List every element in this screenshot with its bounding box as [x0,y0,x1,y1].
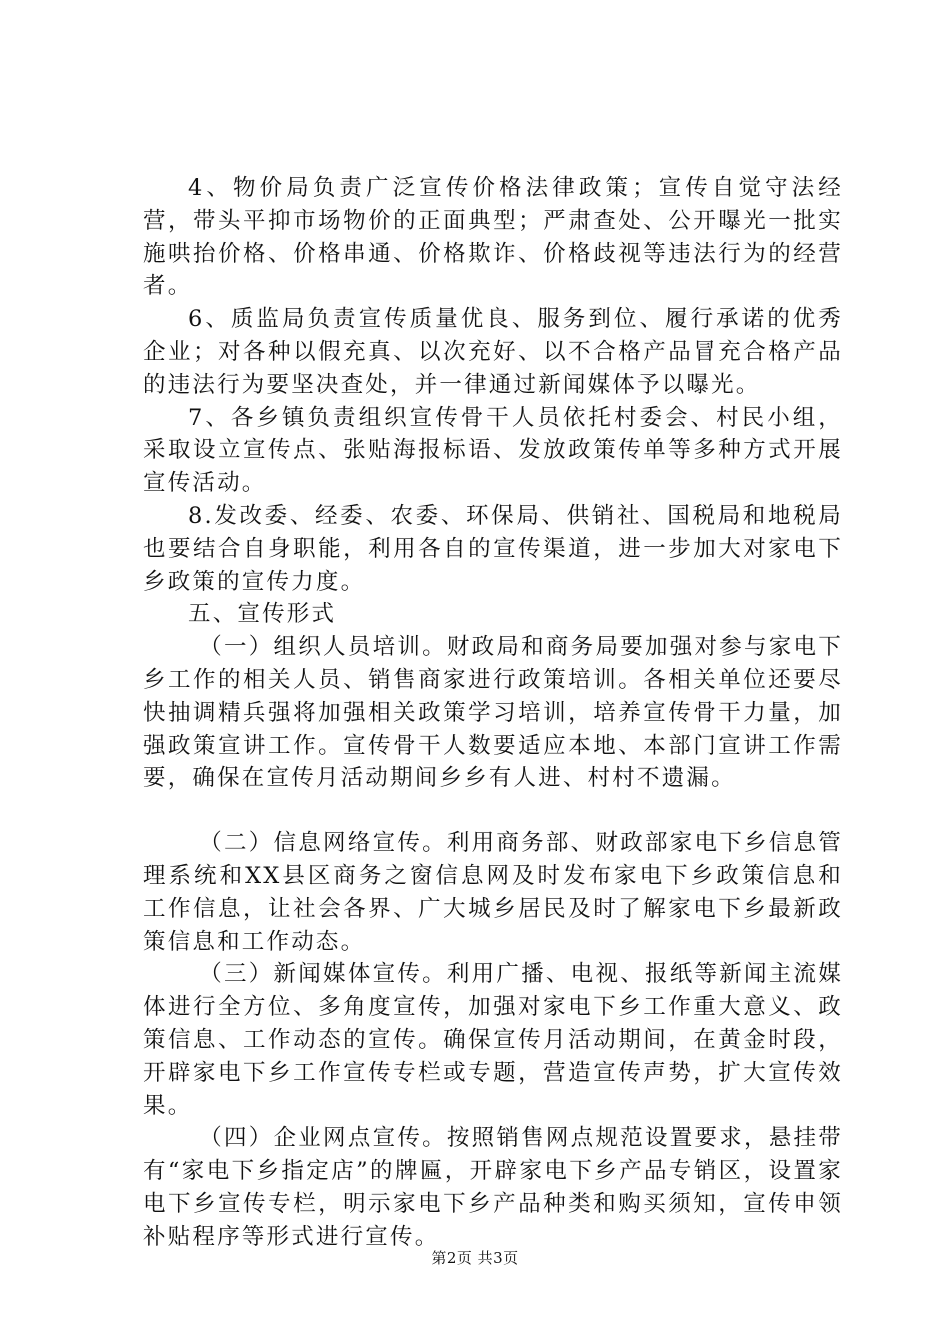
paragraph-quality-bureau: 6、质监局负责宣传质量优良、服务到位、履行承诺的优秀企业；对各种以假充真、以次充好、以不合格产品冒充合格产品的违法行为要坚决查处，并一律通过新闻媒体予以曝光。 [143,306,843,398]
section-heading-publicity-forms: 五、宣传形式 [188,601,337,628]
paragraph-media-publicity: （三）新闻媒体宣传。利用广播、电视、报纸等新闻主流媒体进行全方位、多角度宣传，加强对家电下乡工作重大意义、政策信息、工作动态的宣传。确保宣传月活动期间，在黄金时段，开辟家电下乡工作宣传专栏或专题，营造宣传声势，扩大宣传效果。 [143,961,843,1119]
paragraph-personnel-training: （一）组织人员培训。财政局和商务局要加强对参与家电下乡工作的相关人员、销售商家进行政策培训。各相关单位还要尽快抽调精兵强将加强相关政策学习培训，培养宣传骨干力量，加强政策宣讲工作。宣传骨干人数要适应本地、本部门宣讲工作需要，确保在宣传月活动期间乡乡有人进、村村不遗漏。 [143,634,843,792]
paragraph-townships: 7、各乡镇负责组织宣传骨干人员依托村委会、村民小组，采取设立宣传点、张贴海报标语、发放政策传单等多种方式开展宣传活动。 [143,404,843,497]
page-number-footer: 第2页 共3页 [431,1249,519,1267]
paragraph-other-departments: 8.发改委、经委、农委、环保局、供销社、国税局和地税局也要结合自身职能，利用各自的宣传渠道，进一步加大对家电下乡政策的宣传力度。 [143,502,843,595]
paragraph-spacer [143,795,843,827]
document-body [143,172,843,1254]
paragraph-network-publicity: （二）信息网络宣传。利用商务部、财政部家电下乡信息管理系统和XX县区商务之窗信息网及时发布家电下乡政策信息和工作信息，让社会各界、广大城乡居民及时了解家电下乡最新政策信息和工作动态。 [143,830,843,955]
paragraph-outlet-publicity: （四）企业网点宣传。按照销售网点规范设置要求，悬挂带有“家电下乡指定店”的牌匾，开辟家电下乡产品专销区，设置家电下乡宣传专栏，明示家电下乡产品种类和购买须知，宣传申领补贴程序等形式进行宣传。 [143,1125,843,1250]
paragraph-price-bureau: 4、物价局负责广泛宣传价格法律政策；宣传自觉守法经营，带头平抑市场物价的正面典型；严肃查处、公开曝光一批实施哄抬价格、价格串通、价格欺诈、价格歧视等违法行为的经营者。 [143,175,843,300]
